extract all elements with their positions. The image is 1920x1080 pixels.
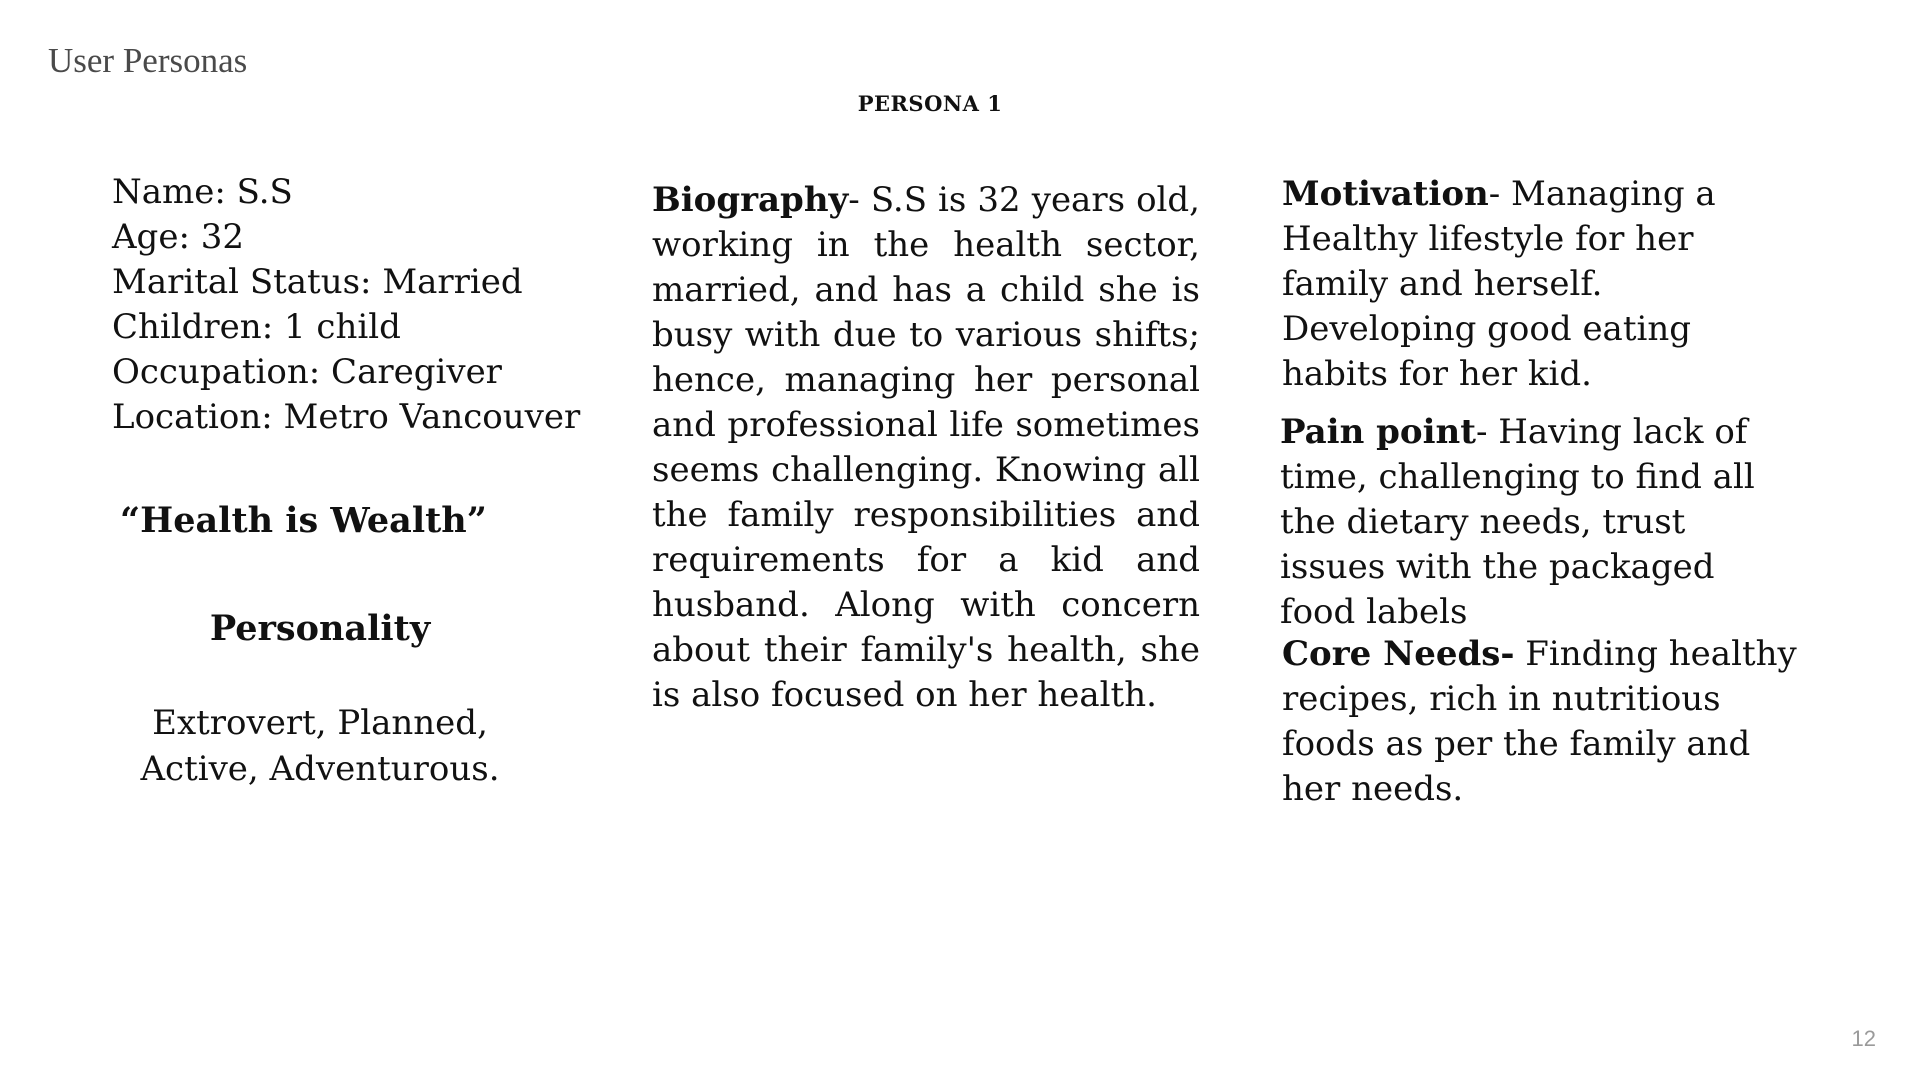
pain-point-text: - Having lack of time, challenging to find all the dietary needs, trust issues with the packaged food labels <box>1280 412 1755 632</box>
motivation-label: Motivation <box>1282 174 1489 214</box>
personality-traits-line-2: Active, Adventurous. <box>140 749 500 789</box>
profile-column <box>112 170 582 440</box>
profile-details <box>112 170 582 440</box>
profile-marital-status: Marital Status: Married <box>112 262 523 302</box>
profile-children: Children: 1 child <box>112 307 401 347</box>
biography-section <box>652 178 1200 718</box>
page-number: 12 <box>1851 1026 1876 1051</box>
persona-heading: PERSONA 1 <box>857 91 1003 116</box>
profile-age: Age: 32 <box>112 217 244 257</box>
personality-heading: Personality <box>209 608 431 649</box>
profile-occupation: Occupation: Caregiver <box>112 352 502 392</box>
core-needs-label: Core Needs- <box>1282 634 1515 674</box>
core-needs-text: Finding healthy recipes, rich in nutritious foods as per the family and her needs. <box>1282 634 1797 809</box>
biography-label: Biography <box>652 180 849 220</box>
motivation-section <box>1282 172 1802 397</box>
profile-name: Name: S.S <box>112 172 293 212</box>
pain-point-label: Pain point <box>1280 412 1476 452</box>
core-needs-section <box>1282 632 1802 812</box>
slide-title: User Personas <box>48 41 248 80</box>
motivation-text: - Managing a Healthy lifestyle for her family and herself. Developing good eating habits for her kid. <box>1282 174 1716 394</box>
pain-point-section <box>1280 410 1800 635</box>
persona-quote: “Health is Wealth” <box>120 500 487 541</box>
personality-traits-line-1: Extrovert, Planned, <box>152 703 488 743</box>
profile-location: Location: Metro Vancouver <box>112 397 581 437</box>
biography-text: - S.S is 32 years old, working in the health sector, married, and has a child she is busy with due to various shifts; hence, managing her personal and professional life sometimes seems challenging. Knowing all the family responsibilities and requirements for a kid and husband. Along with concern about their family's health, she is also focused on her health. <box>652 180 1200 715</box>
personality-traits <box>0 700 640 792</box>
